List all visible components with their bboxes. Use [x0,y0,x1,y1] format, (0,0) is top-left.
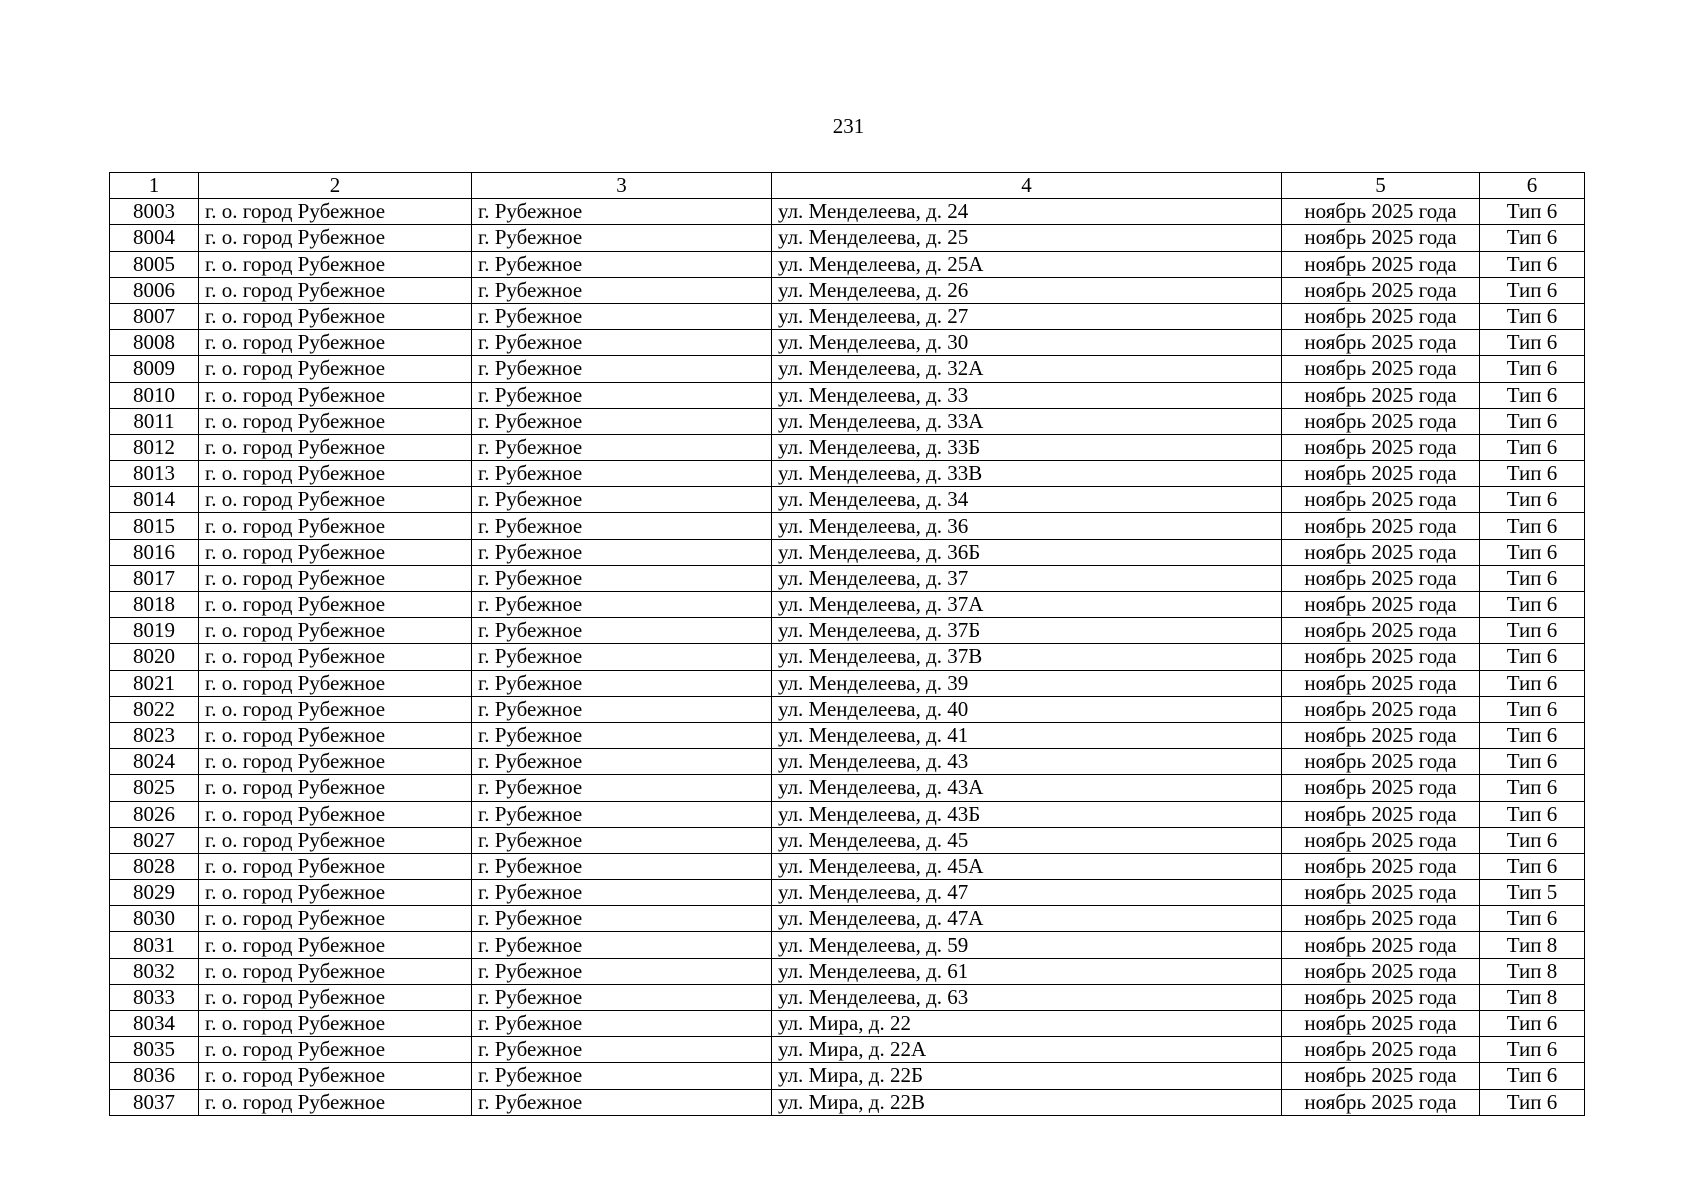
type-cell: Тип 6 [1480,434,1585,460]
deadline-cell: ноябрь 2025 года [1282,722,1480,748]
address-cell: ул. Менделеева, д. 25А [772,251,1282,277]
address-cell: ул. Менделеева, д. 33А [772,408,1282,434]
municipality-cell: г. о. город Рубежное [199,303,472,329]
row-number-cell: 8037 [110,1089,199,1115]
table-row [110,592,1585,618]
table-row [110,513,1585,539]
deadline-cell: ноябрь 2025 года [1282,853,1480,879]
row-number-cell: 8028 [110,853,199,879]
address-cell: ул. Мира, д. 22 [772,1011,1282,1037]
table-row [110,1089,1585,1115]
column-header-4: 4 [772,173,1282,199]
row-number-cell: 8004 [110,225,199,251]
municipality-cell: г. о. город Рубежное [199,749,472,775]
table-row [110,722,1585,748]
settlement-cell: г. Рубежное [472,461,772,487]
municipality-cell: г. о. город Рубежное [199,984,472,1010]
row-number-cell: 8006 [110,277,199,303]
deadline-cell: ноябрь 2025 года [1282,251,1480,277]
settlement-cell: г. Рубежное [472,801,772,827]
settlement-cell: г. Рубежное [472,1089,772,1115]
table-row [110,251,1585,277]
deadline-cell: ноябрь 2025 года [1282,696,1480,722]
type-cell: Тип 6 [1480,827,1585,853]
deadline-cell: ноябрь 2025 года [1282,565,1480,591]
settlement-cell: г. Рубежное [472,827,772,853]
address-cell: ул. Менделеева, д. 45А [772,853,1282,879]
row-number-cell: 8019 [110,618,199,644]
type-cell: Тип 6 [1480,722,1585,748]
row-number-cell: 8007 [110,303,199,329]
address-cell: ул. Менделеева, д. 25 [772,225,1282,251]
row-number-cell: 8022 [110,696,199,722]
column-header-2: 2 [199,173,472,199]
settlement-cell: г. Рубежное [472,1063,772,1089]
type-cell: Тип 6 [1480,408,1585,434]
address-cell: ул. Менделеева, д. 43Б [772,801,1282,827]
type-cell: Тип 6 [1480,775,1585,801]
row-number-cell: 8025 [110,775,199,801]
deadline-cell: ноябрь 2025 года [1282,277,1480,303]
type-cell: Тип 8 [1480,984,1585,1010]
address-cell: ул. Менделеева, д. 37 [772,565,1282,591]
deadline-cell: ноябрь 2025 года [1282,1011,1480,1037]
type-cell: Тип 6 [1480,644,1585,670]
municipality-cell: г. о. город Рубежное [199,356,472,382]
settlement-cell: г. Рубежное [472,408,772,434]
settlement-cell: г. Рубежное [472,880,772,906]
address-cell: ул. Менделеева, д. 36 [772,513,1282,539]
address-cell: ул. Менделеева, д. 61 [772,958,1282,984]
municipality-cell: г. о. город Рубежное [199,722,472,748]
type-cell: Тип 6 [1480,513,1585,539]
row-number-cell: 8029 [110,880,199,906]
type-cell: Тип 6 [1480,1011,1585,1037]
column-number-row [110,173,1585,199]
type-cell: Тип 6 [1480,906,1585,932]
row-number-cell: 8035 [110,1037,199,1063]
type-cell: Тип 6 [1480,1037,1585,1063]
settlement-cell: г. Рубежное [472,932,772,958]
type-cell: Тип 6 [1480,801,1585,827]
table-row [110,330,1585,356]
table-row [110,958,1585,984]
table-row [110,199,1585,225]
address-cell: ул. Мира, д. 22Б [772,1063,1282,1089]
municipality-cell: г. о. город Рубежное [199,618,472,644]
table-row [110,565,1585,591]
municipality-cell: г. о. город Рубежное [199,827,472,853]
settlement-cell: г. Рубежное [472,539,772,565]
settlement-cell: г. Рубежное [472,644,772,670]
municipality-cell: г. о. город Рубежное [199,199,472,225]
type-cell: Тип 6 [1480,251,1585,277]
deadline-cell: ноябрь 2025 года [1282,801,1480,827]
deadline-cell: ноябрь 2025 года [1282,356,1480,382]
table-row [110,618,1585,644]
settlement-cell: г. Рубежное [472,330,772,356]
table-row [110,539,1585,565]
table-row [110,408,1585,434]
deadline-cell: ноябрь 2025 года [1282,984,1480,1010]
municipality-cell: г. о. город Рубежное [199,539,472,565]
address-cell: ул. Менделеева, д. 43 [772,749,1282,775]
table-row [110,461,1585,487]
table-row [110,1063,1585,1089]
deadline-cell: ноябрь 2025 года [1282,670,1480,696]
municipality-cell: г. о. город Рубежное [199,801,472,827]
address-cell: ул. Менделеева, д. 26 [772,277,1282,303]
deadline-cell: ноябрь 2025 года [1282,225,1480,251]
municipality-cell: г. о. город Рубежное [199,644,472,670]
settlement-cell: г. Рубежное [472,618,772,644]
page-number: 231 [832,114,865,138]
row-number-cell: 8012 [110,434,199,460]
address-cell: ул. Менделеева, д. 36Б [772,539,1282,565]
type-cell: Тип 6 [1480,670,1585,696]
deadline-cell: ноябрь 2025 года [1282,1089,1480,1115]
settlement-cell: г. Рубежное [472,984,772,1010]
settlement-cell: г. Рубежное [472,1011,772,1037]
row-number-cell: 8031 [110,932,199,958]
table-row [110,277,1585,303]
row-number-cell: 8018 [110,592,199,618]
type-cell: Тип 6 [1480,853,1585,879]
table-row [110,225,1585,251]
settlement-cell: г. Рубежное [472,592,772,618]
municipality-cell: г. о. город Рубежное [199,225,472,251]
municipality-cell: г. о. город Рубежное [199,513,472,539]
settlement-cell: г. Рубежное [472,749,772,775]
row-number-cell: 8014 [110,487,199,513]
type-cell: Тип 5 [1480,880,1585,906]
settlement-cell: г. Рубежное [472,696,772,722]
deadline-cell: ноябрь 2025 года [1282,775,1480,801]
row-number-cell: 8017 [110,565,199,591]
address-cell: ул. Менделеева, д. 30 [772,330,1282,356]
column-header-3: 3 [472,173,772,199]
address-cell: ул. Менделеева, д. 32А [772,356,1282,382]
row-number-cell: 8016 [110,539,199,565]
settlement-cell: г. Рубежное [472,434,772,460]
table-row [110,775,1585,801]
deadline-cell: ноябрь 2025 года [1282,199,1480,225]
registry-table [109,172,1585,1116]
table-row [110,880,1585,906]
row-number-cell: 8023 [110,722,199,748]
municipality-cell: г. о. город Рубежное [199,932,472,958]
municipality-cell: г. о. город Рубежное [199,277,472,303]
deadline-cell: ноябрь 2025 года [1282,408,1480,434]
row-number-cell: 8015 [110,513,199,539]
address-cell: ул. Менделеева, д. 47А [772,906,1282,932]
deadline-cell: ноябрь 2025 года [1282,539,1480,565]
municipality-cell: г. о. город Рубежное [199,330,472,356]
column-header-1: 1 [110,173,199,199]
type-cell: Тип 6 [1480,356,1585,382]
row-number-cell: 8020 [110,644,199,670]
settlement-cell: г. Рубежное [472,906,772,932]
type-cell: Тип 6 [1480,277,1585,303]
type-cell: Тип 8 [1480,932,1585,958]
row-number-cell: 8008 [110,330,199,356]
table-row [110,696,1585,722]
municipality-cell: г. о. город Рубежное [199,382,472,408]
row-number-cell: 8032 [110,958,199,984]
address-cell: ул. Менделеева, д. 45 [772,827,1282,853]
municipality-cell: г. о. город Рубежное [199,880,472,906]
row-number-cell: 8011 [110,408,199,434]
settlement-cell: г. Рубежное [472,958,772,984]
deadline-cell: ноябрь 2025 года [1282,1063,1480,1089]
municipality-cell: г. о. город Рубежное [199,434,472,460]
address-cell: ул. Менделеева, д. 63 [772,984,1282,1010]
settlement-cell: г. Рубежное [472,225,772,251]
deadline-cell: ноябрь 2025 года [1282,644,1480,670]
settlement-cell: г. Рубежное [472,356,772,382]
type-cell: Тип 6 [1480,330,1585,356]
municipality-cell: г. о. город Рубежное [199,958,472,984]
deadline-cell: ноябрь 2025 года [1282,618,1480,644]
type-cell: Тип 6 [1480,487,1585,513]
deadline-cell: ноябрь 2025 года [1282,932,1480,958]
row-number-cell: 8030 [110,906,199,932]
column-header-6: 6 [1480,173,1585,199]
settlement-cell: г. Рубежное [472,722,772,748]
row-number-cell: 8003 [110,199,199,225]
address-cell: ул. Менделеева, д. 37В [772,644,1282,670]
address-cell: ул. Менделеева, д. 24 [772,199,1282,225]
type-cell: Тип 6 [1480,696,1585,722]
municipality-cell: г. о. город Рубежное [199,775,472,801]
settlement-cell: г. Рубежное [472,853,772,879]
settlement-cell: г. Рубежное [472,199,772,225]
table-row [110,906,1585,932]
municipality-cell: г. о. город Рубежное [199,487,472,513]
municipality-cell: г. о. город Рубежное [199,592,472,618]
address-cell: ул. Менделеева, д. 47 [772,880,1282,906]
settlement-cell: г. Рубежное [472,565,772,591]
table-row [110,644,1585,670]
municipality-cell: г. о. город Рубежное [199,251,472,277]
type-cell: Тип 6 [1480,1063,1585,1089]
table-row [110,827,1585,853]
address-cell: ул. Мира, д. 22В [772,1089,1282,1115]
type-cell: Тип 6 [1480,749,1585,775]
table-row [110,801,1585,827]
settlement-cell: г. Рубежное [472,382,772,408]
address-cell: ул. Менделеева, д. 27 [772,303,1282,329]
table-row [110,670,1585,696]
table-row [110,382,1585,408]
address-cell: ул. Мира, д. 22А [772,1037,1282,1063]
table-row [110,853,1585,879]
municipality-cell: г. о. город Рубежное [199,696,472,722]
address-cell: ул. Менделеева, д. 37Б [772,618,1282,644]
table-row [110,932,1585,958]
row-number-cell: 8033 [110,984,199,1010]
type-cell: Тип 6 [1480,225,1585,251]
table-row [110,487,1585,513]
row-number-cell: 8013 [110,461,199,487]
deadline-cell: ноябрь 2025 года [1282,303,1480,329]
row-number-cell: 8009 [110,356,199,382]
deadline-cell: ноябрь 2025 года [1282,487,1480,513]
municipality-cell: г. о. город Рубежное [199,565,472,591]
address-cell: ул. Менделеева, д. 33В [772,461,1282,487]
settlement-cell: г. Рубежное [472,1037,772,1063]
type-cell: Тип 6 [1480,461,1585,487]
municipality-cell: г. о. город Рубежное [199,853,472,879]
municipality-cell: г. о. город Рубежное [199,408,472,434]
municipality-cell: г. о. город Рубежное [199,1063,472,1089]
municipality-cell: г. о. город Рубежное [199,906,472,932]
row-number-cell: 8005 [110,251,199,277]
type-cell: Тип 6 [1480,618,1585,644]
settlement-cell: г. Рубежное [472,303,772,329]
column-header-5: 5 [1282,173,1480,199]
row-number-cell: 8024 [110,749,199,775]
settlement-cell: г. Рубежное [472,277,772,303]
municipality-cell: г. о. город Рубежное [199,1011,472,1037]
type-cell: Тип 6 [1480,303,1585,329]
type-cell: Тип 6 [1480,565,1585,591]
table-row [110,303,1585,329]
deadline-cell: ноябрь 2025 года [1282,749,1480,775]
row-number-cell: 8034 [110,1011,199,1037]
settlement-cell: г. Рубежное [472,513,772,539]
deadline-cell: ноябрь 2025 года [1282,880,1480,906]
municipality-cell: г. о. город Рубежное [199,461,472,487]
type-cell: Тип 6 [1480,1089,1585,1115]
deadline-cell: ноябрь 2025 года [1282,434,1480,460]
registry-table-body [110,199,1585,1116]
settlement-cell: г. Рубежное [472,487,772,513]
type-cell: Тип 6 [1480,592,1585,618]
address-cell: ул. Менделеева, д. 59 [772,932,1282,958]
row-number-cell: 8010 [110,382,199,408]
row-number-cell: 8036 [110,1063,199,1089]
deadline-cell: ноябрь 2025 года [1282,382,1480,408]
row-number-cell: 8026 [110,801,199,827]
type-cell: Тип 6 [1480,382,1585,408]
municipality-cell: г. о. город Рубежное [199,1089,472,1115]
address-cell: ул. Менделеева, д. 43А [772,775,1282,801]
row-number-cell: 8021 [110,670,199,696]
type-cell: Тип 6 [1480,199,1585,225]
settlement-cell: г. Рубежное [472,251,772,277]
table-row [110,356,1585,382]
row-number-cell: 8027 [110,827,199,853]
deadline-cell: ноябрь 2025 года [1282,958,1480,984]
deadline-cell: ноябрь 2025 года [1282,1037,1480,1063]
address-cell: ул. Менделеева, д. 41 [772,722,1282,748]
address-cell: ул. Менделеева, д. 34 [772,487,1282,513]
deadline-cell: ноябрь 2025 года [1282,513,1480,539]
address-cell: ул. Менделеева, д. 33Б [772,434,1282,460]
deadline-cell: ноябрь 2025 года [1282,592,1480,618]
table-row [110,434,1585,460]
deadline-cell: ноябрь 2025 года [1282,906,1480,932]
settlement-cell: г. Рубежное [472,670,772,696]
type-cell: Тип 6 [1480,539,1585,565]
deadline-cell: ноябрь 2025 года [1282,461,1480,487]
table-row [110,1037,1585,1063]
address-cell: ул. Менделеева, д. 40 [772,696,1282,722]
municipality-cell: г. о. город Рубежное [199,1037,472,1063]
deadline-cell: ноябрь 2025 года [1282,827,1480,853]
address-cell: ул. Менделеева, д. 39 [772,670,1282,696]
deadline-cell: ноябрь 2025 года [1282,330,1480,356]
table-row [110,984,1585,1010]
settlement-cell: г. Рубежное [472,775,772,801]
type-cell: Тип 8 [1480,958,1585,984]
table-row [110,1011,1585,1037]
municipality-cell: г. о. город Рубежное [199,670,472,696]
address-cell: ул. Менделеева, д. 37А [772,592,1282,618]
table-row [110,749,1585,775]
address-cell: ул. Менделеева, д. 33 [772,382,1282,408]
